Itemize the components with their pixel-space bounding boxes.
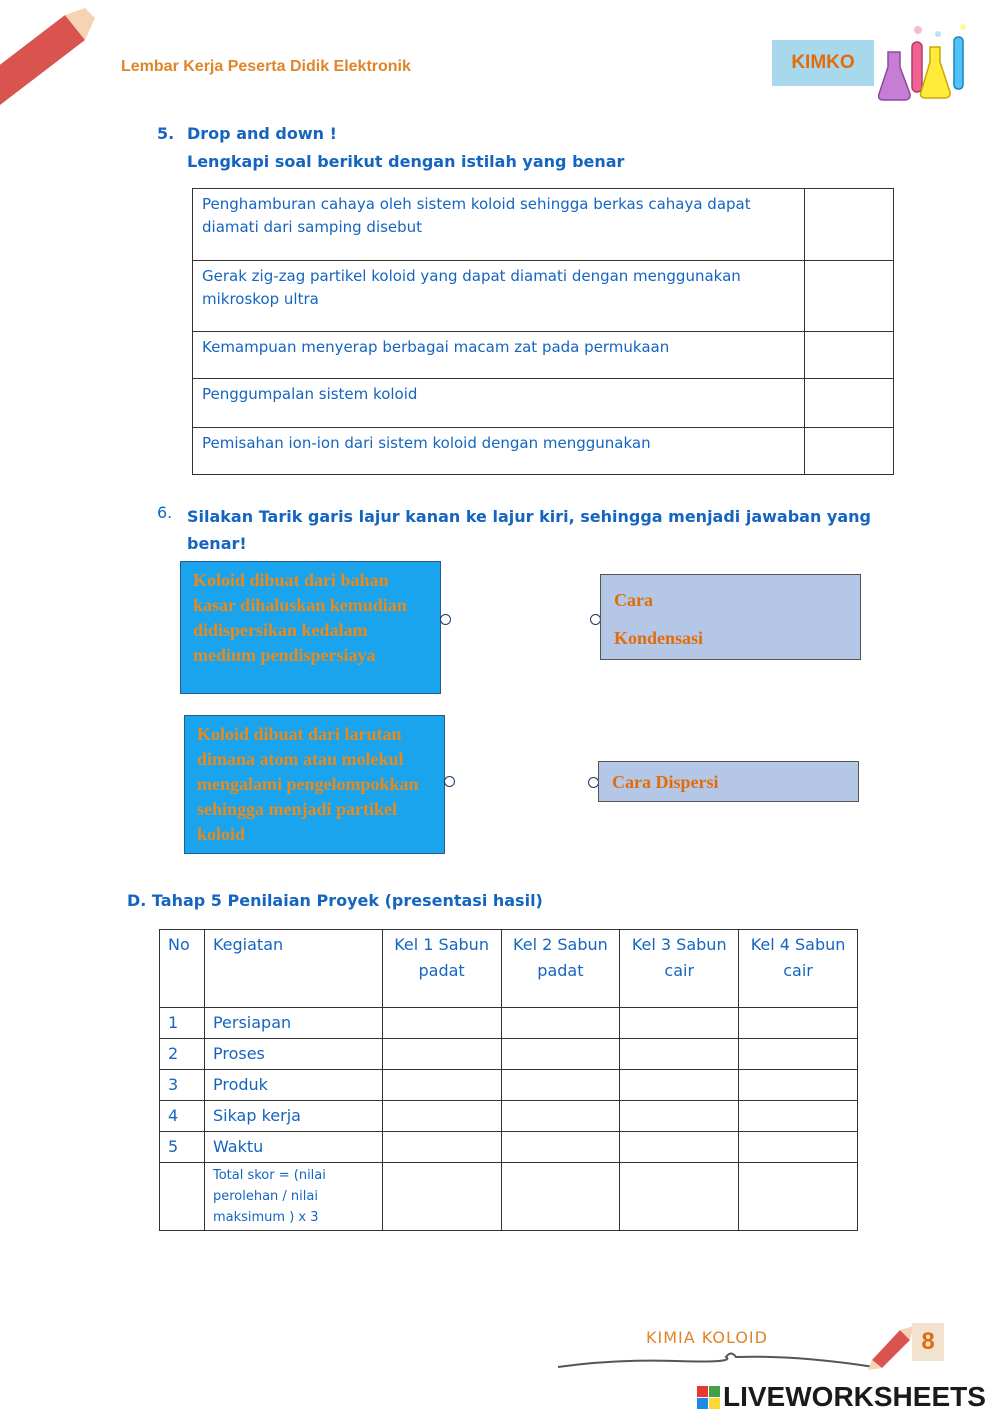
match-right-line: Cara Dispersi [612,772,719,792]
liveworksheets-icon [697,1386,720,1409]
score-cell[interactable] [382,1163,501,1231]
match-right-item [598,761,859,802]
match-right-line: Kondensasi [614,628,704,648]
fill-in-table [192,188,894,475]
score-cell[interactable] [739,1070,858,1101]
score-cell[interactable] [620,1163,739,1231]
score-cell[interactable] [739,1039,858,1070]
score-cell[interactable] [501,1008,620,1039]
match-right-line: Cara [614,590,653,610]
brand-badge: KIMKO [772,40,874,86]
footer-divider [556,1345,876,1375]
empty-cell [160,1163,205,1231]
question-5-subtitle: Lengkapi soal berikut dengan istilah yang benar [187,152,625,171]
table-row [160,1101,858,1132]
row-number: 4 [160,1101,205,1132]
score-cell[interactable] [382,1070,501,1101]
row-number: 1 [160,1008,205,1039]
total-score-label: Total skor = (nilai perolehan / nilai maksimum ) x 3 [204,1163,382,1231]
score-cell[interactable] [739,1163,858,1231]
question-text: Kemampuan menyerap berbagai macam zat pada permukaan [193,332,805,379]
match-right-item [600,574,861,660]
answer-drop-zone[interactable] [805,189,894,261]
match-left-item: Koloid dibuat dari bahan kasar dihaluskan kemudian didispersikan kedalam medium pendispersiaya [180,561,441,694]
assessment-table [159,929,858,1231]
table-row [193,379,894,428]
row-activity: Proses [204,1039,382,1070]
score-cell[interactable] [620,1008,739,1039]
column-header: Kel 4 Sabun cair [739,930,858,1008]
answer-drop-zone[interactable] [805,332,894,379]
question-5-title: Drop and down ! [187,124,337,143]
score-cell[interactable] [501,1039,620,1070]
table-row [193,261,894,332]
pencil-decoration-icon [0,0,110,110]
score-cell[interactable] [382,1101,501,1132]
row-activity: Waktu [204,1132,382,1163]
table-row [160,1039,858,1070]
score-cell[interactable] [501,1070,620,1101]
table-header-row [160,930,858,1008]
score-cell[interactable] [501,1101,620,1132]
column-header: Kel 2 Sabun padat [501,930,620,1008]
table-row [160,1070,858,1101]
question-text: Pemisahan ion-ion dari sistem koloid dengan menggunakan [193,428,805,475]
score-cell[interactable] [620,1070,739,1101]
table-row [193,332,894,379]
column-header: Kegiatan [204,930,382,1008]
liveworksheets-wordmark: LIVEWORKSHEETS [723,1381,986,1412]
row-activity: Produk [204,1070,382,1101]
answer-drop-zone[interactable] [805,428,894,475]
question-text: Penggumpalan sistem koloid [193,379,805,428]
score-cell[interactable] [620,1101,739,1132]
section-d-title: D. Tahap 5 Penilaian Proyek (presentasi hasil) [127,891,543,910]
table-row [160,1132,858,1163]
page-number: 8 [912,1323,944,1361]
score-cell[interactable] [501,1163,620,1231]
header-title: Lembar Kerja Peserta Didik Elektronik [121,58,411,75]
score-cell[interactable] [620,1132,739,1163]
table-row [193,189,894,261]
row-number: 3 [160,1070,205,1101]
question-text: Penghamburan cahaya oleh sistem koloid sehingga berkas cahaya dapat diamati dari samping disebut [193,189,805,261]
row-activity: Sikap kerja [204,1101,382,1132]
match-anchor-dot[interactable] [444,776,455,787]
match-anchor-dot[interactable] [440,614,451,625]
pencil-decoration-icon [866,1320,918,1372]
score-cell[interactable] [739,1101,858,1132]
score-cell[interactable] [382,1132,501,1163]
answer-drop-zone[interactable] [805,379,894,428]
liveworksheets-logo [697,1381,986,1413]
question-text: Gerak zig-zag partikel koloid yang dapat diamati dengan menggunakan mikroskop ultra [193,261,805,332]
question-6-number: 6. [157,503,173,522]
row-number: 2 [160,1039,205,1070]
column-header: Kel 3 Sabun cair [620,930,739,1008]
row-number: 5 [160,1132,205,1163]
column-header: Kel 1 Sabun padat [382,930,501,1008]
lab-flasks-icon [878,22,974,104]
table-row [193,428,894,475]
question-6-instruction: Silakan Tarik garis lajur kanan ke lajur kiri, sehingga menjadi jawaban yang benar! [187,507,871,553]
score-cell[interactable] [382,1039,501,1070]
answer-drop-zone[interactable] [805,261,894,332]
score-cell[interactable] [620,1039,739,1070]
score-cell[interactable] [739,1132,858,1163]
match-left-item: Koloid dibuat dari larutan dimana atom atau molekul mengalami pengelompokkan sehingga menjadi partikel koloid [184,715,445,854]
score-cell[interactable] [501,1132,620,1163]
column-header: No [160,930,205,1008]
table-total-row [160,1163,858,1231]
score-cell[interactable] [382,1008,501,1039]
footer-title: KIMIA KOLOID [646,1328,768,1347]
question-5-number: 5. [157,124,175,143]
score-cell[interactable] [739,1008,858,1039]
table-row [160,1008,858,1039]
row-activity: Persiapan [204,1008,382,1039]
